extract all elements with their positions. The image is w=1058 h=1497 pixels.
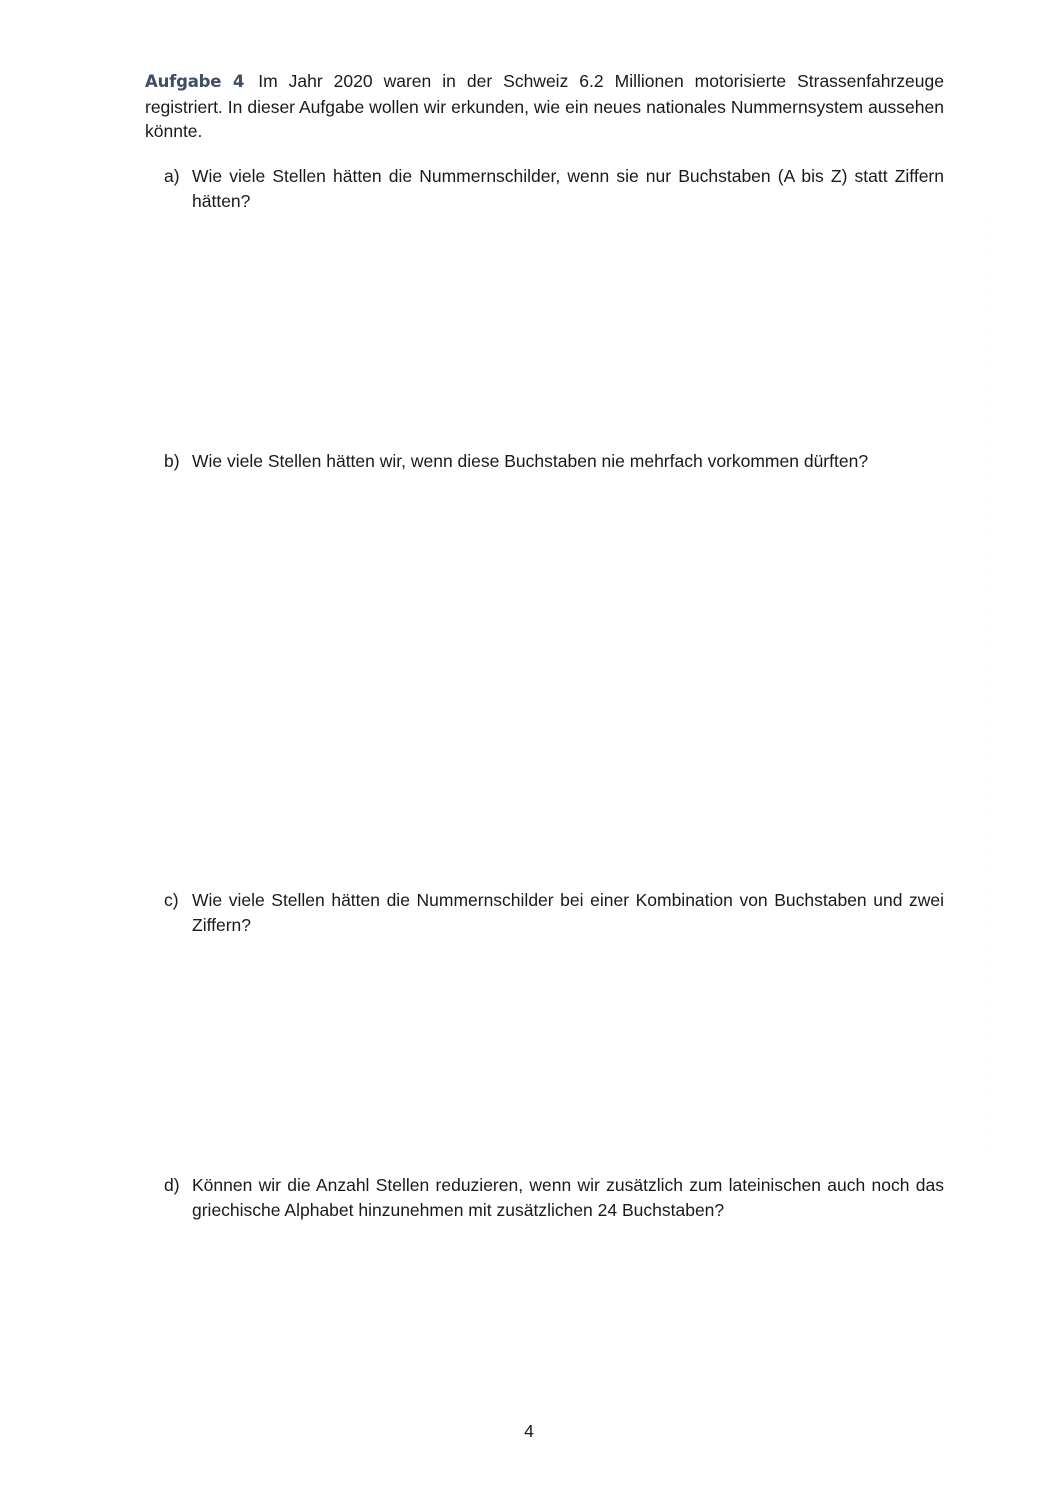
question-letter: a) — [164, 166, 180, 186]
margin-dotted-line — [989, 215, 991, 1150]
question-a — [164, 164, 944, 213]
page-number: 4 — [524, 1421, 534, 1441]
task-intro-text: Im Jahr 2020 waren in der Schweiz 6.2 Millionen motorisierte Strassenfahrzeuge registriert. In dieser Aufgabe wollen wir erkunden, wie ein neues nationales Nummernsystem aussehen könnte. — [145, 71, 944, 141]
question-letter: c) — [164, 890, 179, 910]
question-letter: d) — [164, 1175, 180, 1195]
question-text: Wie viele Stellen hätten die Nummernschilder bei einer Kombination von Buchstaben und zwei Ziffern? — [192, 890, 944, 935]
question-b — [164, 449, 944, 474]
question-text: Können wir die Anzahl Stellen reduzieren, wenn wir zusätzlich zum lateinischen auch noch das griechische Alphabet hinzunehmen mit zusätzlichen 24 Buchstaben? — [192, 1175, 944, 1220]
question-letter: b) — [164, 451, 180, 471]
question-d — [164, 1173, 944, 1222]
question-text: Wie viele Stellen hätten wir, wenn diese Buchstaben nie mehrfach vorkommen dürften? — [192, 451, 869, 471]
task-intro — [145, 69, 944, 144]
question-c — [164, 888, 944, 937]
question-text: Wie viele Stellen hätten die Nummernschilder, wenn sie nur Buchstaben (A bis Z) statt Ziffern hätten? — [192, 166, 944, 211]
task-label: Aufgabe 4 — [145, 72, 245, 91]
